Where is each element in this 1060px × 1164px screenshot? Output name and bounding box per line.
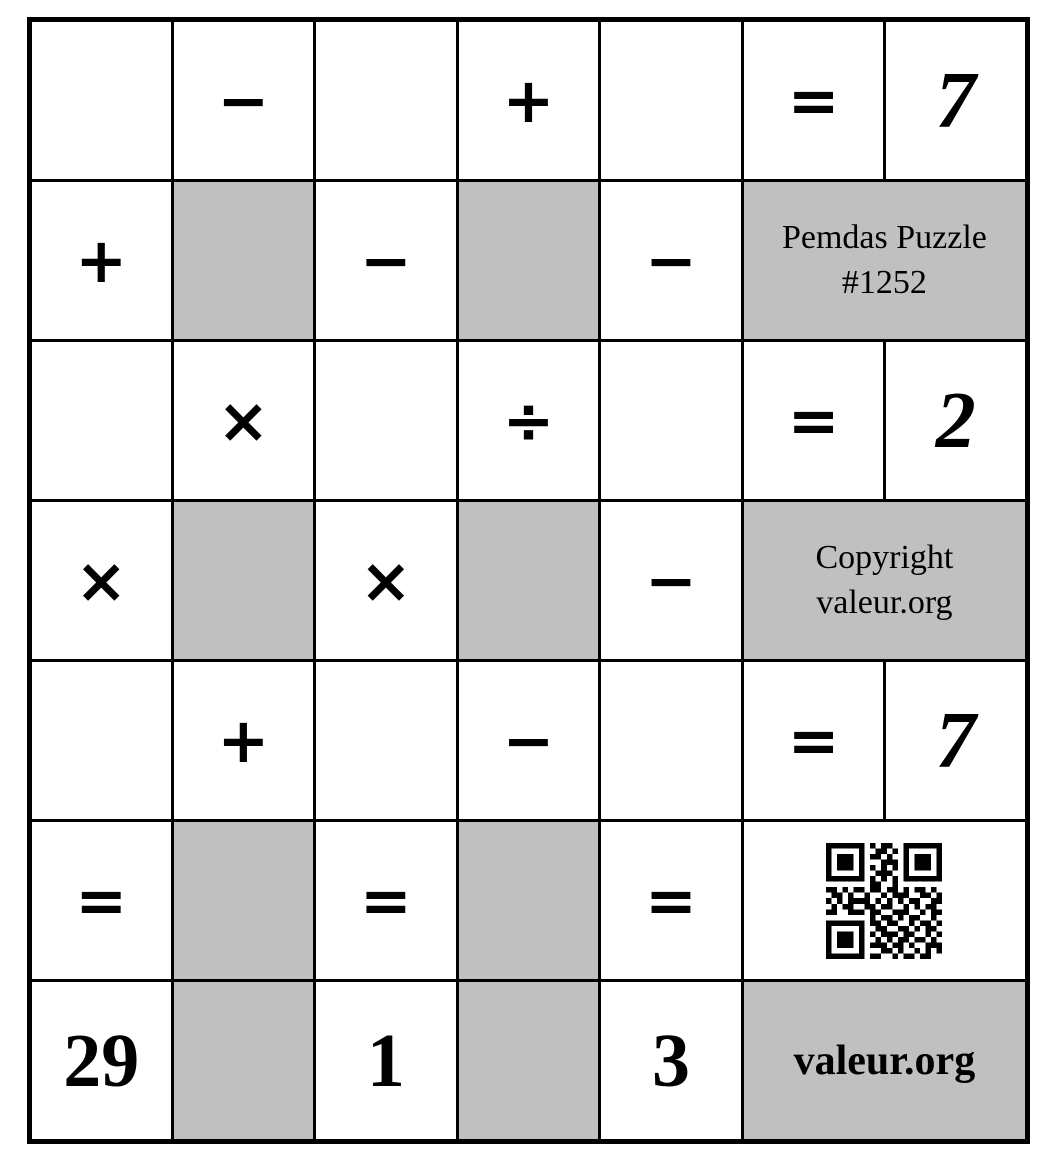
answer-cell-r5c3[interactable] <box>315 661 458 821</box>
op-equals-r6c3: = <box>315 821 458 981</box>
grid-row-5 <box>30 661 1028 821</box>
blocked-cell-r4c4 <box>457 501 600 661</box>
copyright-line2: valeur.org <box>816 583 953 621</box>
op-minus-r4c5: − <box>600 501 743 661</box>
op-equals-r6c1: = <box>30 821 173 981</box>
op-equals-r1c6: = <box>742 20 885 181</box>
puzzle-title-cell <box>742 181 1027 341</box>
answer-cell-r1c3[interactable] <box>315 20 458 181</box>
answer-cell-r3c5[interactable] <box>600 341 743 501</box>
answer-cell-r3c3[interactable] <box>315 341 458 501</box>
grid-row-4 <box>30 501 1028 661</box>
blocked-cell-r4c2 <box>172 501 315 661</box>
col-result-r7c1: 29 <box>30 981 173 1142</box>
copyright-cell <box>742 501 1027 661</box>
blocked-cell-r6c4 <box>457 821 600 981</box>
op-equals-r3c6: = <box>742 341 885 501</box>
copyright-line1: Copyright <box>815 538 954 576</box>
grid-row-6 <box>30 821 1028 981</box>
row-result-r3c7: 2 <box>885 341 1028 501</box>
col-result-r7c3: 1 <box>315 981 458 1142</box>
blocked-cell-r2c4 <box>457 181 600 341</box>
answer-cell-r5c5[interactable] <box>600 661 743 821</box>
grid-row-2 <box>30 181 1028 341</box>
answer-cell-r5c1[interactable] <box>30 661 173 821</box>
col-result-r7c5: 3 <box>600 981 743 1142</box>
brand-cell <box>742 981 1027 1142</box>
op-plus-r1c4: + <box>457 20 600 181</box>
blocked-cell-r6c2 <box>172 821 315 981</box>
op-minus-r2c3: − <box>315 181 458 341</box>
op-equals-r6c5: = <box>600 821 743 981</box>
grid-row-1 <box>30 20 1028 181</box>
op-equals-r5c6: = <box>742 661 885 821</box>
brand-text: valeur.org <box>793 1037 976 1084</box>
puzzle-grid <box>27 17 1030 1144</box>
row-result-r1c7: 7 <box>885 20 1028 181</box>
op-minus-r2c5: − <box>600 181 743 341</box>
qr-code-icon <box>826 843 942 959</box>
op-plus-r5c2: + <box>172 661 315 821</box>
puzzle-title-line1: Pemdas Puzzle <box>781 218 987 256</box>
blocked-cell-r7c4 <box>457 981 600 1142</box>
op-times-r3c2: × <box>172 341 315 501</box>
op-minus-r1c2: − <box>172 20 315 181</box>
op-times-r4c3: × <box>315 501 458 661</box>
answer-cell-r1c5[interactable] <box>600 20 743 181</box>
row-result-r5c7: 7 <box>885 661 1028 821</box>
grid-row-7 <box>30 981 1028 1142</box>
blocked-cell-r7c2 <box>172 981 315 1142</box>
grid-row-3 <box>30 341 1028 501</box>
op-plus-r2c1: + <box>30 181 173 341</box>
qr-code-cell <box>742 821 1027 981</box>
answer-cell-r3c1[interactable] <box>30 341 173 501</box>
op-divide-r3c4: ÷ <box>457 341 600 501</box>
op-times-r4c1: × <box>30 501 173 661</box>
puzzle-number: #1252 <box>841 263 927 301</box>
op-minus-r5c4: − <box>457 661 600 821</box>
blocked-cell-r2c2 <box>172 181 315 341</box>
answer-cell-r1c1[interactable] <box>30 20 173 181</box>
